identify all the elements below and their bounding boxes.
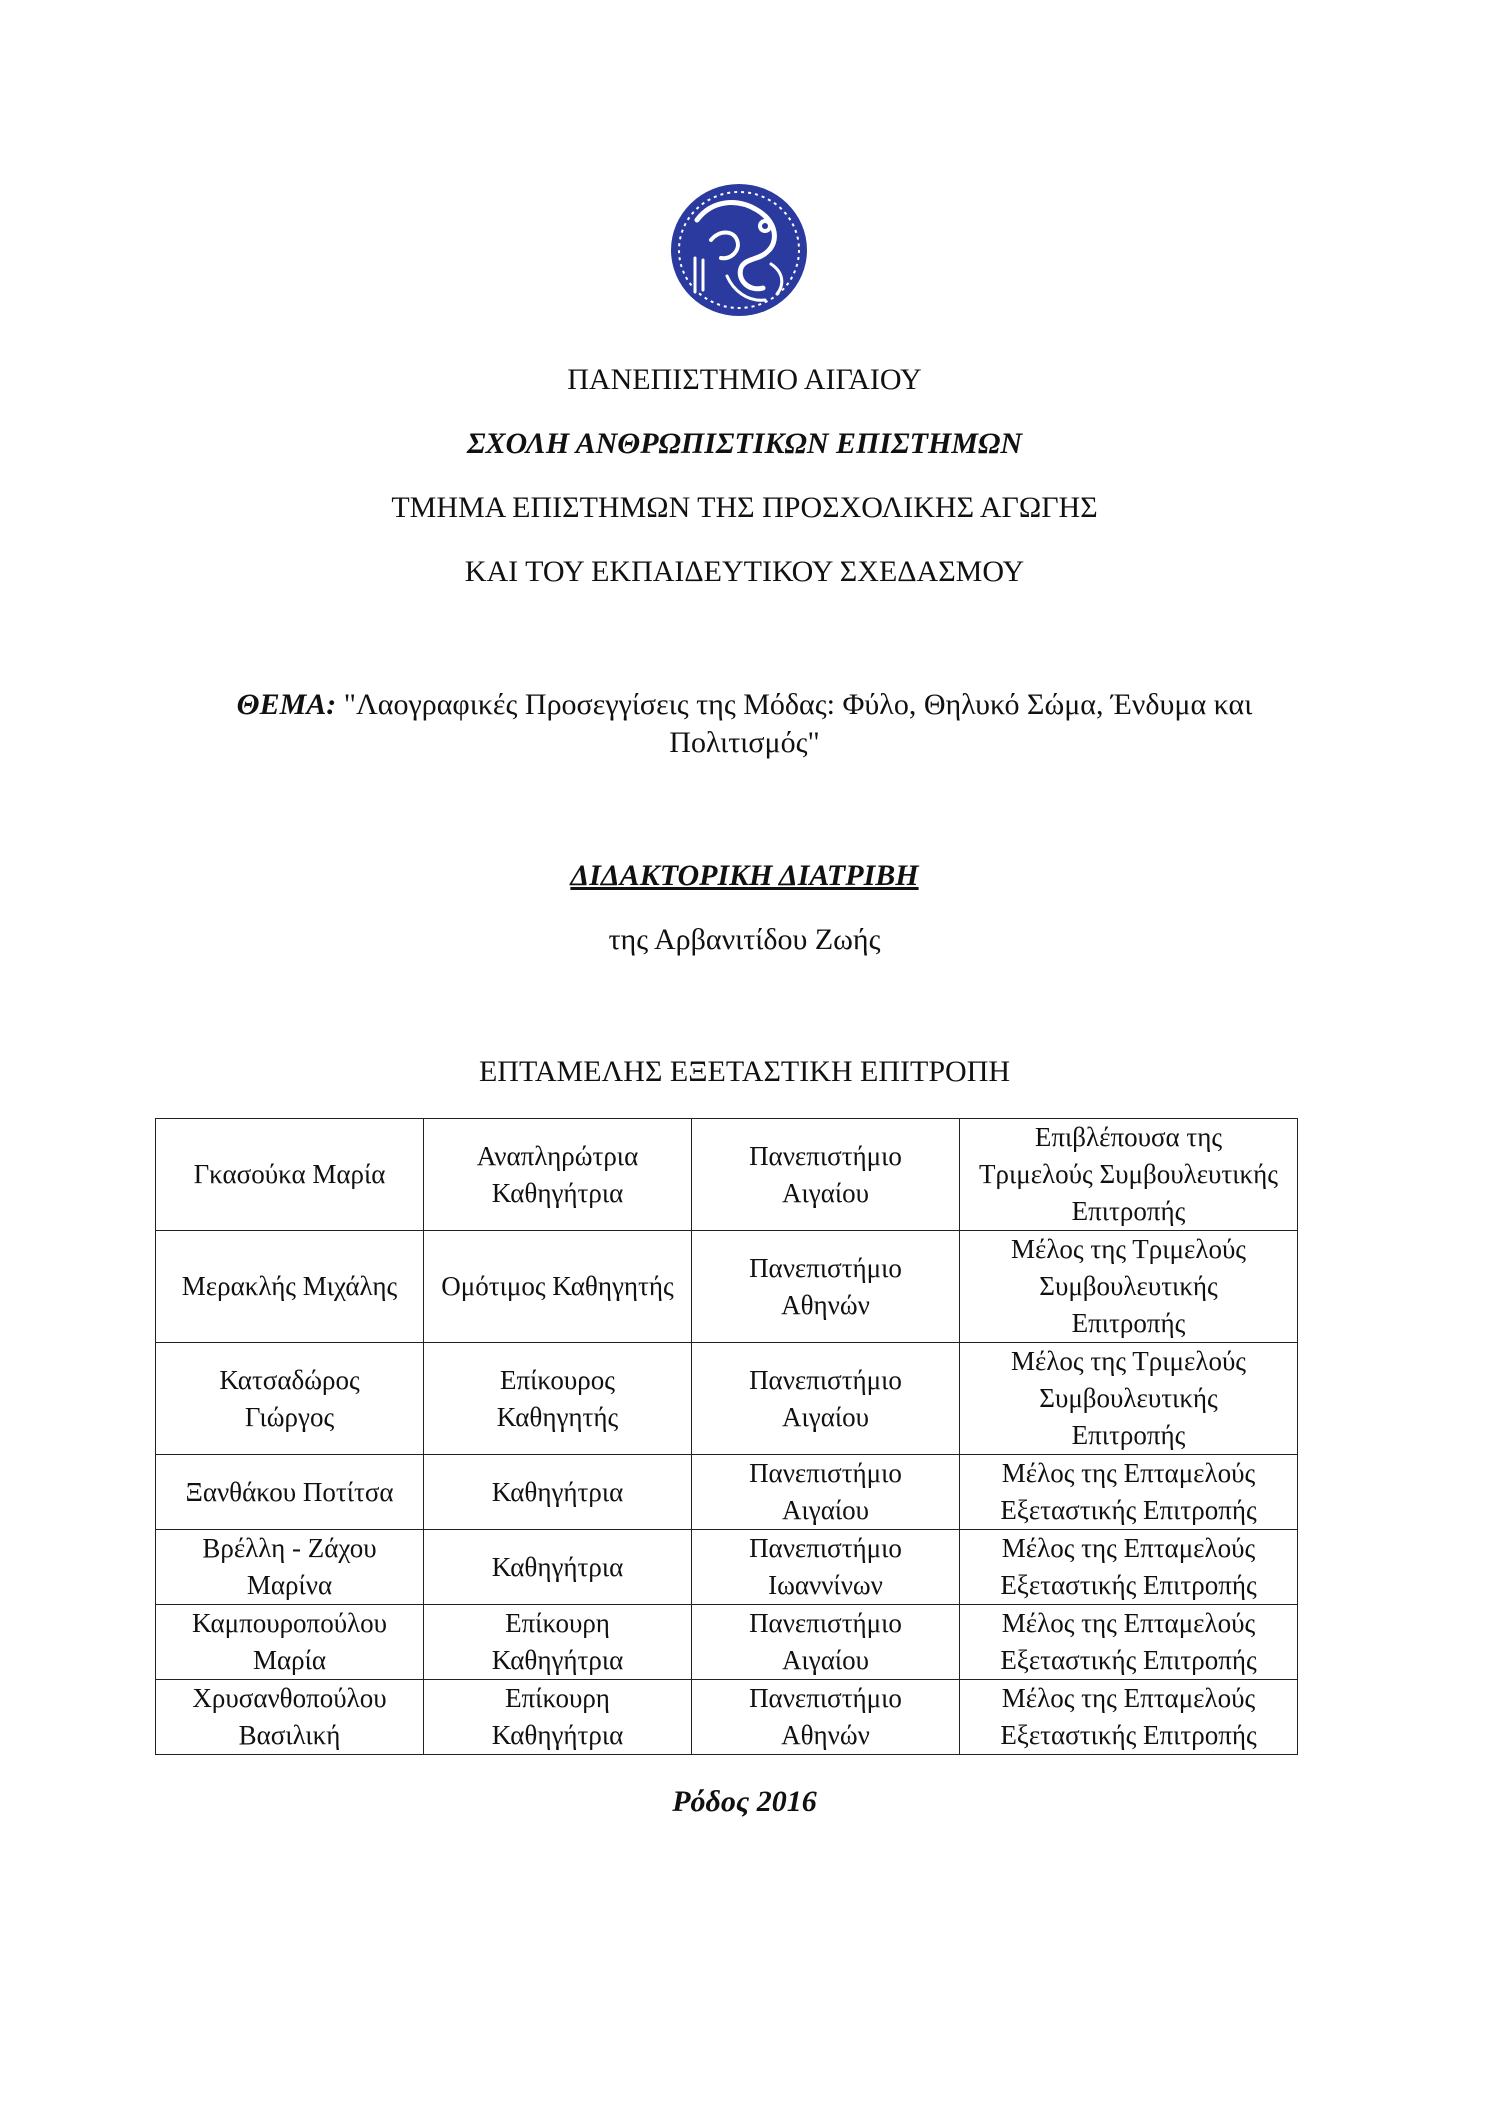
cell-line: Καθηγήτρια	[491, 1645, 624, 1675]
cell-line: Αθηνών	[781, 1720, 870, 1750]
member-university-cell	[692, 1680, 960, 1755]
cell-line: Ομότιμος Καθηγητής	[441, 1271, 674, 1301]
cell-line: Βασιλική	[238, 1720, 341, 1750]
member-university-cell	[692, 1343, 960, 1455]
theme-title-line-2: Πολιτισμός"	[669, 726, 820, 759]
cell-line: Πανεπιστήμιο	[749, 1458, 902, 1488]
member-rank-cell	[424, 1680, 692, 1755]
table-row	[156, 1343, 1298, 1455]
member-university-cell	[692, 1119, 960, 1231]
theme-label: ΘΕΜΑ:	[236, 688, 337, 721]
school-name: ΣΧΟΛΗ ΑΝΘΡΩΠΙΣΤΙΚΩΝ ΕΠΙΣΤΗΜΩΝ	[466, 427, 1023, 460]
member-university-cell	[692, 1231, 960, 1343]
department-line-1: ΤΜΗΜΑ ΕΠΙΣΤΗΜΩΝ ΤΗΣ ΠΡΟΣΧΟΛΙΚΗΣ ΑΓΩΓΗΣ	[391, 491, 1098, 524]
cell-line: Αναπληρώτρια	[476, 1140, 639, 1171]
table-row	[156, 1530, 1298, 1605]
theme-line-1	[200, 686, 1289, 724]
member-name-cell	[156, 1455, 424, 1530]
cell-line: Αιγαίου	[782, 1495, 869, 1525]
cell-line: Καθηγήτρια	[491, 1551, 624, 1582]
cell-line: Μέλος της Επταμελούς	[1001, 1458, 1256, 1488]
theme-title-line-1: "Λαογραφικές Προσεγγίσεις της Μόδας: Φύλο, Θηλυκό Σώμα, Ένδυμα και	[336, 688, 1253, 721]
table-row	[156, 1455, 1298, 1530]
cell-line: Συμβουλευτικής	[1039, 1383, 1218, 1413]
cell-line: Αιγαίου	[782, 1401, 869, 1432]
member-university-cell	[692, 1605, 960, 1680]
cell-line: Βρέλλη - Ζάχου	[202, 1533, 377, 1563]
table-row	[156, 1605, 1298, 1680]
member-role-cell	[960, 1680, 1298, 1755]
member-role-cell	[960, 1455, 1298, 1530]
member-name-cell	[156, 1119, 424, 1231]
cell-line: Επιτροπής	[1071, 1308, 1186, 1338]
cell-line: Εξεταστικής Επιτροπής	[1000, 1720, 1257, 1750]
cell-line: Γιώργος	[244, 1401, 335, 1432]
cell-line: Πανεπιστήμιο	[749, 1683, 902, 1713]
member-rank-cell	[424, 1455, 692, 1530]
university-seal-icon	[667, 180, 812, 320]
cell-line: Πανεπιστήμιο	[749, 1140, 902, 1171]
committee-heading: ΕΠΤΑΜΕΛΗΣ ΕΞΕΤΑΣΤΙΚΗ ΕΠΙΤΡΟΠΗ	[478, 1055, 1011, 1088]
place-date: Ρόδος 2016	[672, 1785, 817, 1818]
cell-line: Αιγαίου	[782, 1645, 869, 1675]
cell-line: Μέλος της Τριμελούς	[1011, 1346, 1246, 1376]
cell-line: Μερακλής Μιχάλης	[181, 1271, 398, 1301]
member-name-cell	[156, 1343, 424, 1455]
cell-line: Γκασούκα Μαρία	[193, 1159, 386, 1189]
department-line-2: ΚΑΙ ΤΟΥ ΕΚΠΑΙΔΕΥΤΙΚΟΥ ΣΧΕΔΑΣΜΟΥ	[464, 555, 1025, 588]
member-rank-cell	[424, 1119, 692, 1231]
cell-line: Εξεταστικής Επιτροπής	[1000, 1570, 1257, 1600]
cell-line: Πανεπιστήμιο	[749, 1533, 902, 1563]
member-name-cell	[156, 1231, 424, 1343]
member-role-cell	[960, 1605, 1298, 1680]
thesis-theme	[200, 686, 1289, 762]
cell-line: Επίκουρη	[505, 1608, 610, 1638]
cell-line: Πανεπιστήμιο	[749, 1252, 902, 1283]
cell-line: Καθηγήτρια	[491, 1476, 624, 1507]
cell-line: Κατσαδώρος	[219, 1364, 360, 1395]
cell-line: Επιτροπής	[1071, 1196, 1186, 1226]
cell-line: Καθηγήτρια	[491, 1177, 624, 1208]
member-role-cell	[960, 1343, 1298, 1455]
cell-line: Επίκουρη	[505, 1683, 610, 1713]
cell-line: Μέλος της Επταμελούς	[1001, 1608, 1256, 1638]
member-role-cell	[960, 1119, 1298, 1231]
cell-line: Μέλος της Επταμελούς	[1001, 1683, 1256, 1713]
cell-line: Καθηγητής	[496, 1401, 619, 1432]
table-row	[156, 1231, 1298, 1343]
cell-line: Επιτροπής	[1071, 1420, 1186, 1450]
committee-table	[155, 1118, 1298, 1755]
cell-line: Επίκουρος	[500, 1364, 615, 1395]
cell-line: Εξεταστικής Επιτροπής	[1000, 1645, 1257, 1675]
member-rank-cell	[424, 1231, 692, 1343]
cell-line: Μαρίνα	[246, 1570, 333, 1600]
member-rank-cell	[424, 1605, 692, 1680]
cell-line: Χρυσανθοπούλου	[192, 1683, 387, 1713]
university-name: ΠΑΝΕΠΙΣΤΗΜΙΟ ΑΙΓΑΙΟΥ	[567, 363, 922, 396]
cell-line: Καμπουροπούλου	[191, 1608, 388, 1638]
thesis-type: ΔΙΔΑΚΤΟΡΙΚΗ ΔΙΑΤΡΙΒΗ	[570, 859, 919, 892]
thesis-author: της Αρβανιτίδου Ζωής	[608, 923, 881, 956]
member-role-cell	[960, 1530, 1298, 1605]
cell-line: Συμβουλευτικής	[1039, 1271, 1218, 1301]
member-rank-cell	[424, 1530, 692, 1605]
cell-line: Ξανθάκου Ποτίτσα	[185, 1476, 394, 1507]
member-name-cell	[156, 1605, 424, 1680]
member-name-cell	[156, 1680, 424, 1755]
cell-line: Μέλος της Επταμελούς	[1001, 1533, 1256, 1563]
member-rank-cell	[424, 1343, 692, 1455]
member-university-cell	[692, 1530, 960, 1605]
member-name-cell	[156, 1530, 424, 1605]
cell-line: Τριμελούς Συμβουλευτικής	[979, 1159, 1278, 1189]
table-row	[156, 1680, 1298, 1755]
cell-line: Εξεταστικής Επιτροπής	[1000, 1495, 1257, 1525]
cell-line: Ιωαννίνων	[768, 1570, 883, 1600]
cell-line: Πανεπιστήμιο	[749, 1364, 902, 1395]
cell-line: Επιβλέπουσα της	[1034, 1122, 1223, 1152]
member-university-cell	[692, 1455, 960, 1530]
cell-line: Αθηνών	[781, 1289, 870, 1320]
table-row	[156, 1119, 1298, 1231]
member-role-cell	[960, 1231, 1298, 1343]
cell-line: Μέλος της Τριμελούς	[1011, 1234, 1246, 1264]
cell-line: Αιγαίου	[782, 1177, 869, 1208]
cell-line: Μαρία	[252, 1645, 327, 1675]
cell-line: Καθηγήτρια	[491, 1720, 624, 1750]
cell-line: Πανεπιστήμιο	[749, 1608, 902, 1638]
